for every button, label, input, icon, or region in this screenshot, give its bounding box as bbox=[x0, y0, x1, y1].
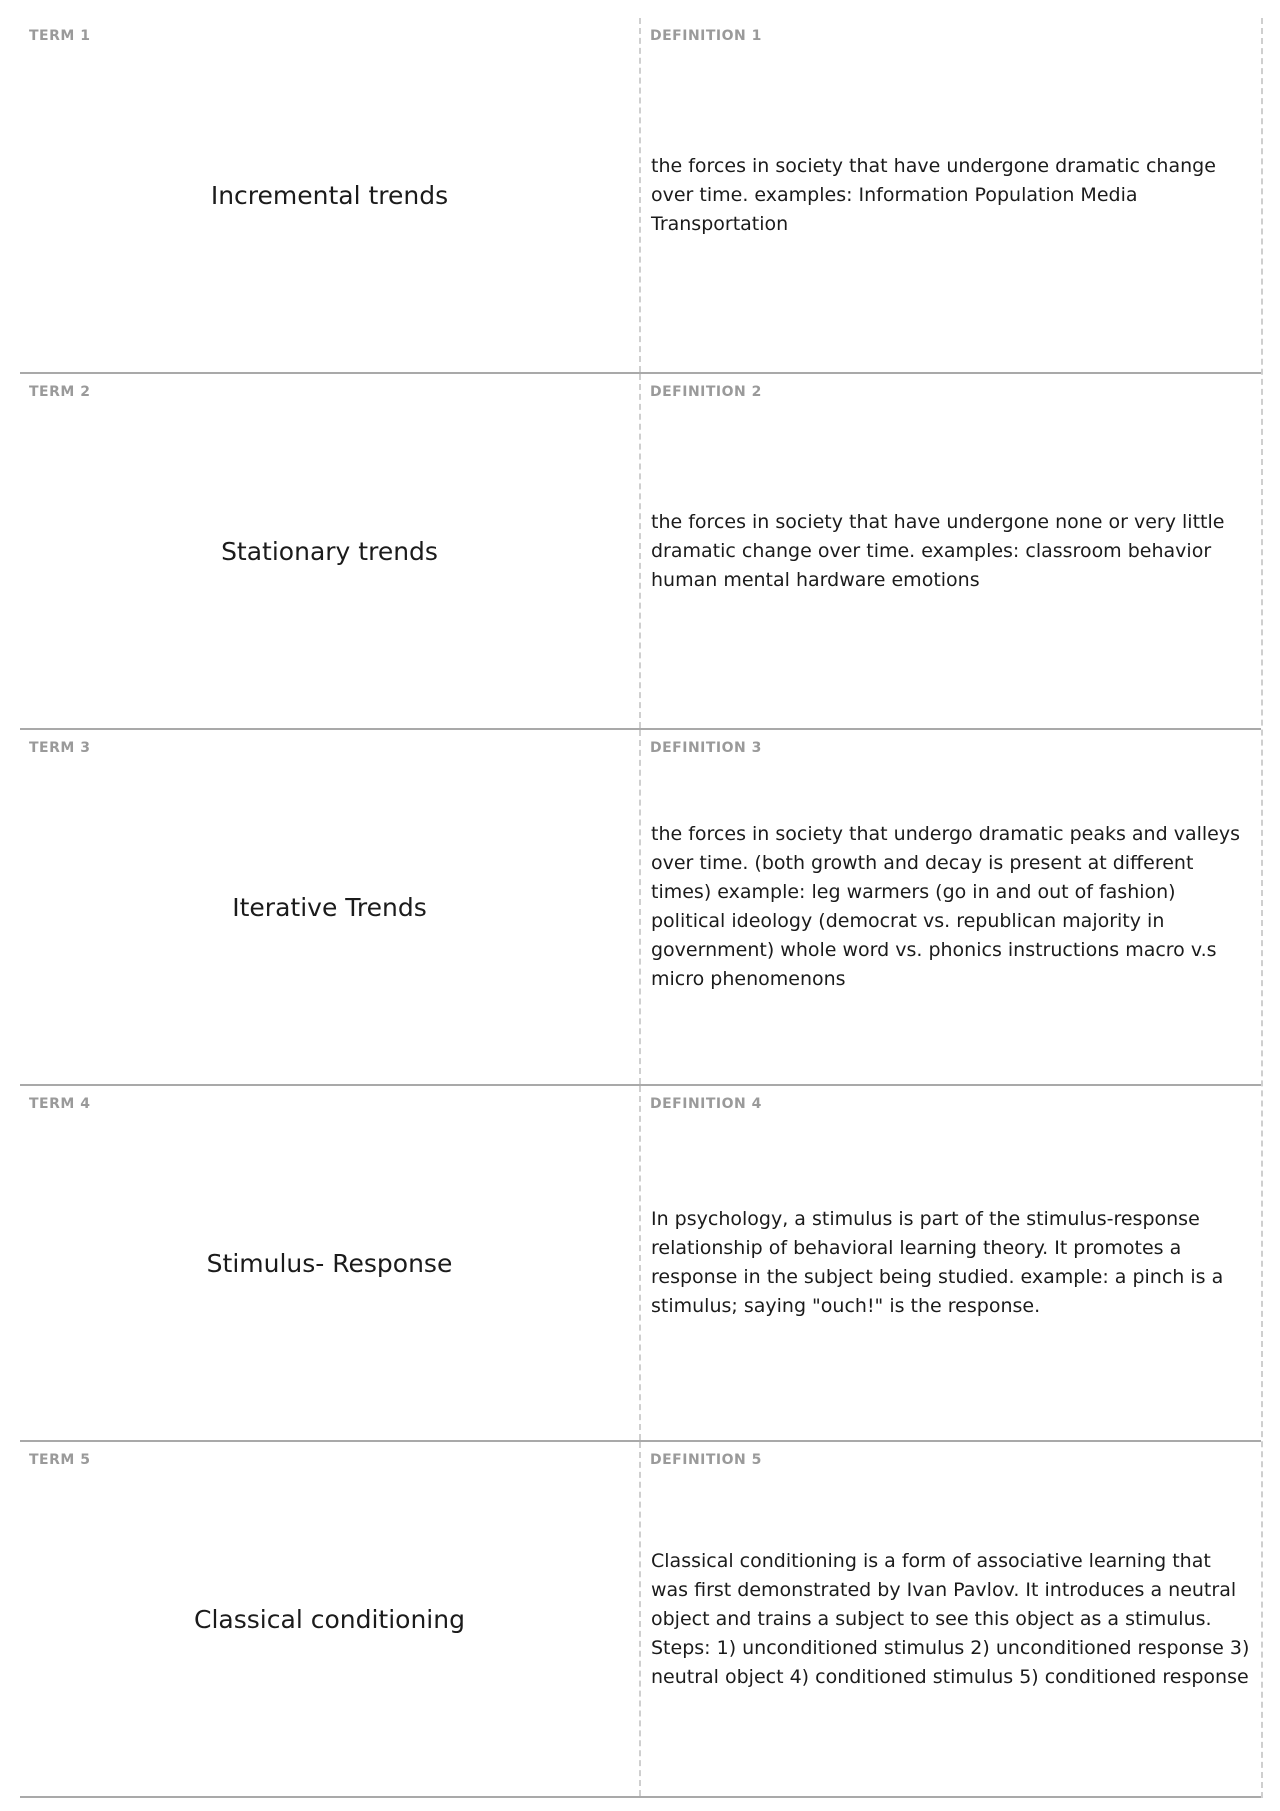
term-cell bbox=[20, 1086, 641, 1440]
term-label: TERM 3 bbox=[29, 740, 91, 756]
term-label: TERM 5 bbox=[29, 1452, 91, 1468]
term-cell bbox=[20, 1442, 641, 1796]
definition-text: the forces in society that have undergone dramatic change over time. examples: Information Population Media Transportation bbox=[651, 154, 1216, 235]
flashcard-row bbox=[20, 730, 1261, 1086]
term-text: Stimulus- Response bbox=[206, 1248, 453, 1278]
term-text: Stationary trends bbox=[221, 536, 438, 566]
definition-text: Classical conditioning is a form of associative learning that was first demonstrated by Ivan Pavlov. It introduces a neutral object and trains a subject to see this object as a stimulus. Steps: 1) unconditioned stimulus 2) unconditioned response 3) neutral object 4) conditioned stimulus 5) conditioned response bbox=[651, 1549, 1250, 1688]
term-label: TERM 4 bbox=[29, 1096, 91, 1112]
definition-cell bbox=[641, 18, 1261, 372]
term-text: Iterative Trends bbox=[232, 892, 427, 922]
definition-label: DEFINITION 3 bbox=[650, 740, 762, 756]
definition-text: the forces in society that undergo dramatic peaks and valleys over time. (both growth and decay is present at different times) example: leg warmers (go in and out of fashion) political ideology (democrat vs. republican majority in government) whole word vs. phonics instructions macro v.s micro phenomenons bbox=[651, 823, 1240, 990]
definition-cell bbox=[641, 730, 1261, 1084]
term-cell bbox=[20, 18, 641, 372]
term-cell bbox=[20, 374, 641, 728]
definition-label: DEFINITION 5 bbox=[650, 1452, 762, 1468]
flashcard-row bbox=[20, 374, 1261, 730]
term-text: Classical conditioning bbox=[194, 1604, 465, 1634]
definition-text: the forces in society that have undergone none or very little dramatic change over time. examples: classroom behavior human mental hardware emotions bbox=[651, 510, 1225, 591]
term-text: Incremental trends bbox=[210, 180, 449, 210]
definition-cell bbox=[641, 374, 1261, 728]
term-cell bbox=[20, 730, 641, 1084]
term-label: TERM 1 bbox=[29, 28, 91, 44]
flashcard-sheet bbox=[20, 18, 1263, 1798]
definition-cell bbox=[641, 1442, 1261, 1796]
term-label: TERM 2 bbox=[29, 384, 91, 400]
flashcard-row bbox=[20, 18, 1261, 374]
flashcard-row bbox=[20, 1086, 1261, 1442]
definition-text: In psychology, a stimulus is part of the stimulus-response relationship of behavioral learning theory. It promotes a response in the subject being studied. example: a pinch is a stimulus; saying "ouch!" is the response. bbox=[651, 1208, 1224, 1317]
definition-label: DEFINITION 4 bbox=[650, 1096, 762, 1112]
definition-label: DEFINITION 1 bbox=[650, 28, 762, 44]
flashcard-row bbox=[20, 1442, 1261, 1798]
definition-label: DEFINITION 2 bbox=[650, 384, 762, 400]
definition-cell bbox=[641, 1086, 1261, 1440]
